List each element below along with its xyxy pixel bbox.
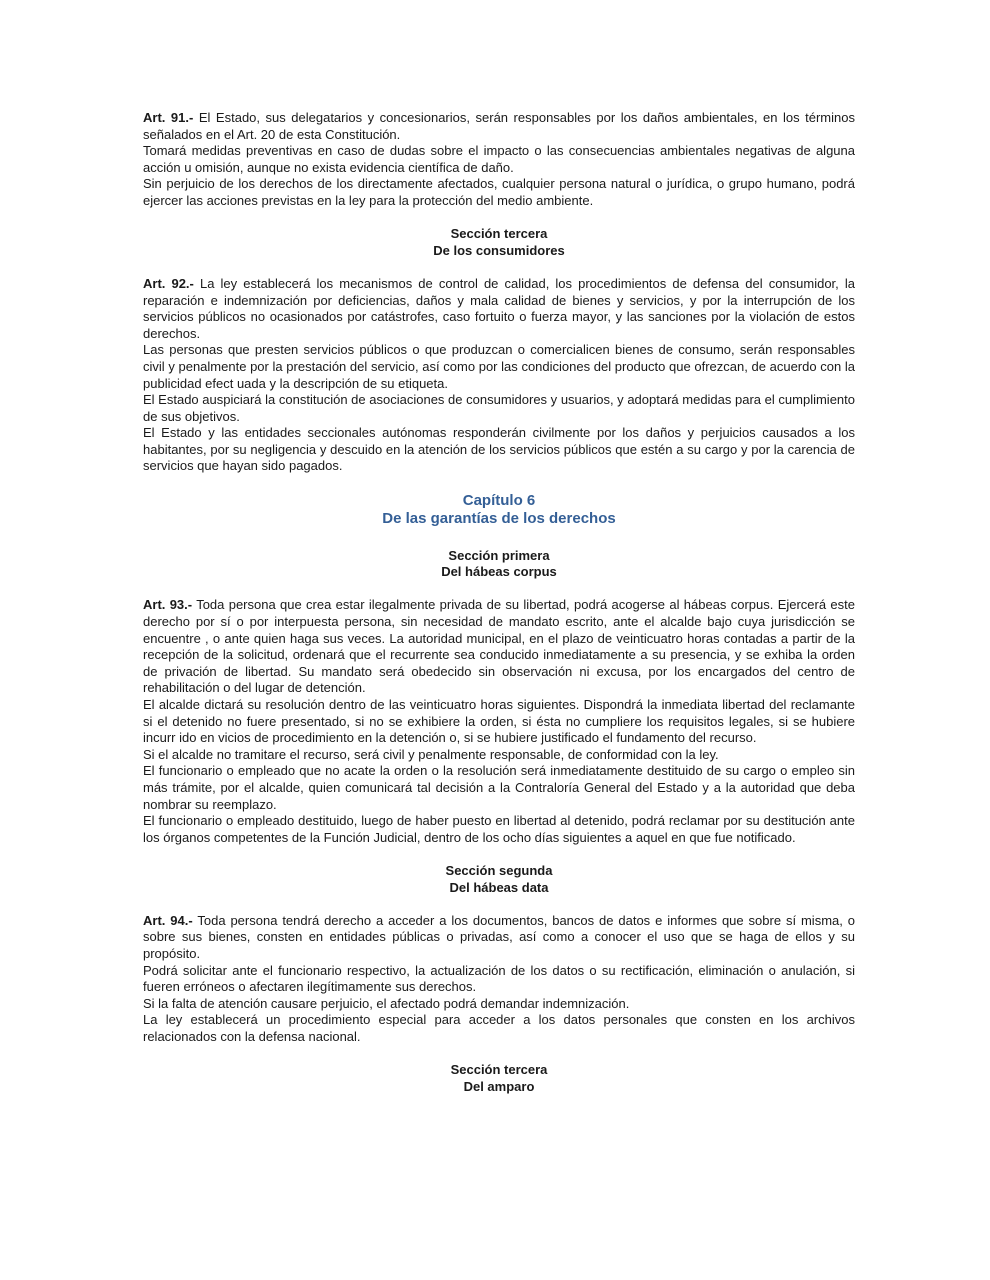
article-text: La ley establecerá los mecanismos de control de calidad, los procedimientos de defensa del consumidor, la reparación e indemnización por deficiencias, daños y mala calidad de bienes y servicios, y por la interrupción de los servicios públicos no ocasionados por catástrofes, caso fortuito o fuerza mayor, y las sanciones por la violación de estos derechos. [143, 275, 855, 341]
heading-line: De las garantías de los derechos [382, 509, 616, 527]
article-text: El Estado, sus delegatarios y concesionarios, serán responsables por los daños ambientales, en los términos señalados en el Art. 20 de esta Constitución. [143, 110, 855, 142]
article-paragraph: Si la falta de atención causare perjuicio, el afectado podrá demandar indemnización. [143, 995, 630, 1011]
heading-line: Del hábeas corpus [441, 564, 557, 580]
article-paragraph: Tomará medidas preventivas en caso de dudas sobre el impacto o las consecuencias ambientales negativas de alguna acción u omisión, aunque no exista evidencia científica de daño. [143, 143, 855, 175]
article-text: Toda persona tendrá derecho a acceder a los documentos, bancos de datos e informes que sobre sí misma, o sobre sus bienes, consten en entidades públicas o privadas, así como a conocer el uso que se haga de ellos y su propósito. [143, 912, 855, 961]
article-paragraph: El Estado auspiciará la constitución de asociaciones de consumidores y usuarios, y adoptará medidas para el cumplimiento de sus objetivos. [143, 392, 855, 424]
article-paragraph: El alcalde dictará su resolución dentro de las veinticuatro horas siguientes. Dispondrá la inmediata libertad del reclamante si el detenido no fuere presentado, si no se exhibiere la orden, si ésta no cumpliere los requisitos legales, si se hubiere incurr ido en vicios de procedimiento en la detención o, si se hubiere justificado el fundamento del recurso. [143, 697, 855, 746]
article-paragraph: El funcionario o empleado destituido, luego de haber puesto en libertad al detenido, podrá reclamar por su destitución ante los órganos competentes de la Función Judicial, dentro de los ocho días siguientes a aquel en que fue notificado. [143, 813, 855, 845]
article-paragraph: Podrá solicitar ante el funcionario respectivo, la actualización de los datos o su rectificación, eliminación o anulación, si fueren erróneos o afectaren ilegítimamente sus derechos. [143, 962, 855, 995]
article-block [143, 913, 855, 1046]
heading-line: De los consumidores [433, 242, 565, 258]
heading-line: Sección primera [448, 547, 550, 563]
article-number: Art. 91.- [143, 110, 194, 125]
heading-line: Del amparo [463, 1078, 535, 1094]
article-block [143, 110, 855, 210]
section-heading [143, 548, 855, 581]
article-number: Art. 94.- [143, 912, 193, 928]
heading-line: Sección tercera [450, 226, 548, 242]
article-block [143, 597, 855, 846]
heading-line: Capítulo 6 [462, 491, 536, 509]
document-content [143, 110, 855, 1112]
heading-line: Sección segunda [445, 862, 553, 878]
article-paragraph: La ley establecerá un procedimiento especial para acceder a los datos personales que consten en los archivos relacionados con la defensa nacional. [143, 1012, 855, 1044]
article-paragraph [143, 597, 855, 697]
article-paragraph: El funcionario o empleado que no acate la orden o la resolución será inmediatamente destituido de su cargo o empleo sin más trámite, por el alcalde, quien comunicará tal decisión a la Contraloría General del Estado y a la autoridad que deba nombrar su reemplazo. [143, 763, 855, 812]
article-paragraph [143, 110, 855, 143]
chapter-heading [143, 492, 855, 528]
heading-line: Del hábeas data [449, 879, 549, 895]
article-paragraph [143, 913, 855, 963]
section-heading [143, 226, 855, 259]
article-block [143, 276, 855, 475]
section-heading [143, 1062, 855, 1095]
heading-line: Sección tercera [450, 1062, 548, 1078]
article-paragraph: Sin perjuicio de los derechos de los directamente afectados, cualquier persona natural o jurídica, o grupo humano, podrá ejercer las acciones previstas en la ley para la protección del medio ambiente. [143, 176, 855, 208]
article-paragraph: El Estado y las entidades seccionales autónomas responderán civilmente por los daños y perjuicios causados a los habitantes, por su negligencia y descuido en la atención de los servicios públicos que estén a su cargo y por la carencia de servicios que hayan sido pagados. [143, 425, 855, 474]
article-paragraph: Si el alcalde no tramitare el recurso, será civil y penalmente responsable, de conformidad con la ley. [143, 746, 719, 762]
article-number: Art. 92.- [143, 275, 194, 291]
article-paragraph: Las personas que presten servicios públicos o que produzcan o comercialicen bienes de consumo, serán responsables civil y penalmente por la prestación del servicio, así como por las condiciones del producto que ofrezcan, de acuerdo con la publicidad efect uada y la descripción de su etiqueta. [143, 342, 855, 391]
article-number: Art. 93.- [143, 597, 193, 613]
article-paragraph [143, 276, 855, 342]
section-heading [143, 863, 855, 896]
article-text: Toda persona que crea estar ilegalmente privada de su libertad, podrá acogerse al hábeas corpus. Ejercerá este derecho por sí o por interpuesta persona, sin necesidad de mandato escrito, ante el alcalde bajo cuya jurisdicción se encuentre , o ante quien haga sus veces. La autoridad municipal, en el plazo de veinticuatro horas contadas a partir de la recepción de la solicitud, ordenará que el recurrente sea conducido inmediatamente a su presencia, y se exhiba la orden de privación de libertad. Su mandato será obedecido sin observación ni excusa, por los encargados del centro de rehabilitación o del lugar de detención. [143, 597, 855, 696]
